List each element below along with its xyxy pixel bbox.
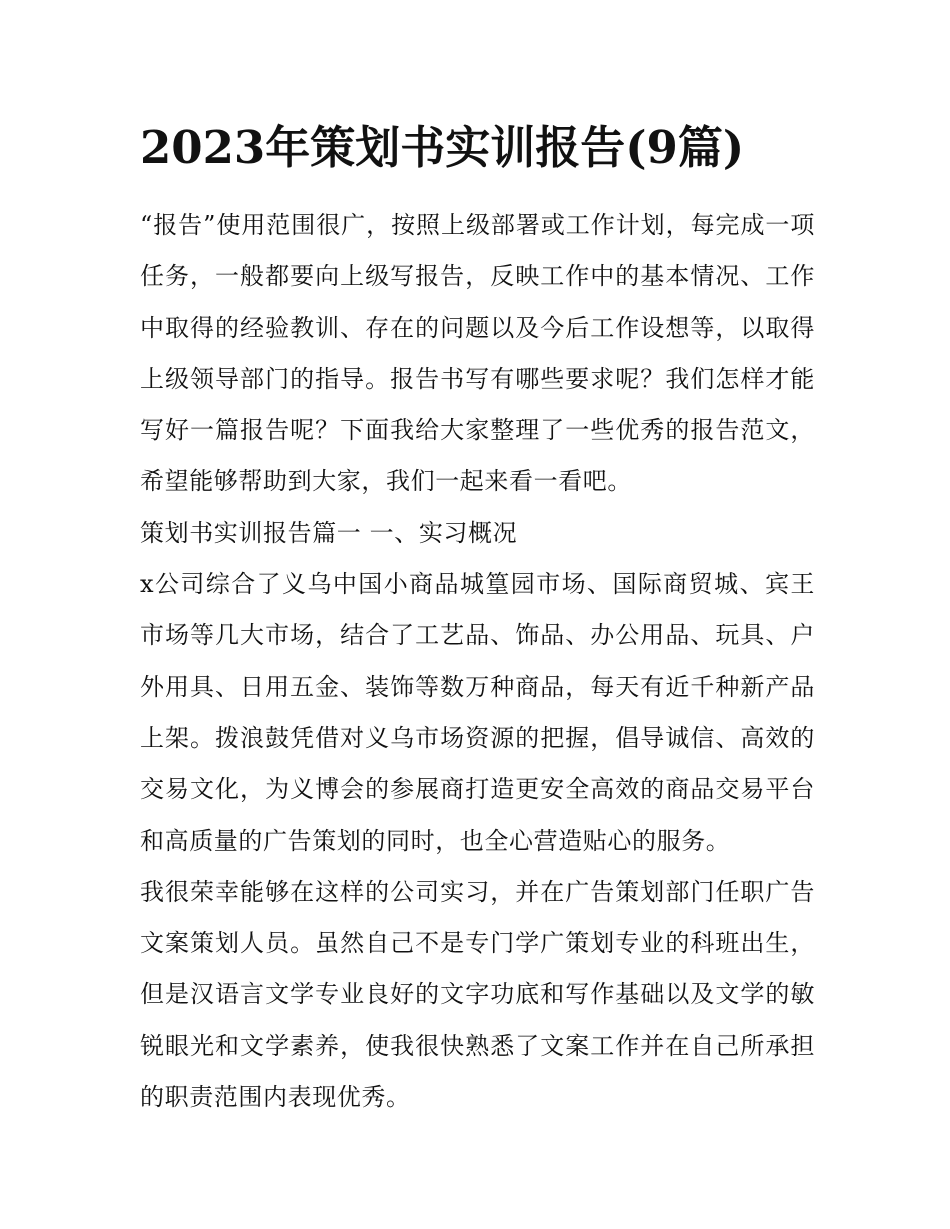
company-overview-paragraph: x公司综合了义乌中国小商品城篁园市场、国际商贸城、宾王市场等几大市场，结合了工艺品、饰品、办公用品、玩具、户外用具、日用五金、装饰等数万种商品，每天有近千种新产品上架。拨浪鼓凭借对义乌市场资源的把握，倡导诚信、高效的交易文化，为义博会的参展商打造更安全高效的商品交易平台和高质量的广告策划的同时，也全心营造贴心的服务。 [140,570,815,855]
internship-paragraph: 我很荣幸能够在这样的公司实习，并在广告策划部门任职广告文案策划人员。虽然自己不是专门学广策划专业的科班出生，但是汉语言文学专业良好的文字功底和写作基础以及文学的敏锐眼光和文学素养，使我很快熟悉了文案工作并在自己所承担的职责范围内表现优秀。 [140,877,815,1112]
intro-paragraph: “报告”使用范围很广，按照上级部署或工作计划，每完成一项任务，一般都要向上级写报告，反映工作中的基本情况、工作中取得的经验教训、存在的问题以及今后工作设想等，以取得上级领导部门的指导。报告书写有哪些要求呢？我们怎样才能写好一篇报告呢？下面我给大家整理了一些优秀的报告范文，希望能够帮助到大家，我们一起来看一看吧。 [140,211,815,496]
document-body [140,200,815,1123]
document-title: 2023年策划书实训报告(9篇) [140,121,745,174]
section-heading: 策划书实训报告篇一 一、实习概况 [140,518,518,547]
